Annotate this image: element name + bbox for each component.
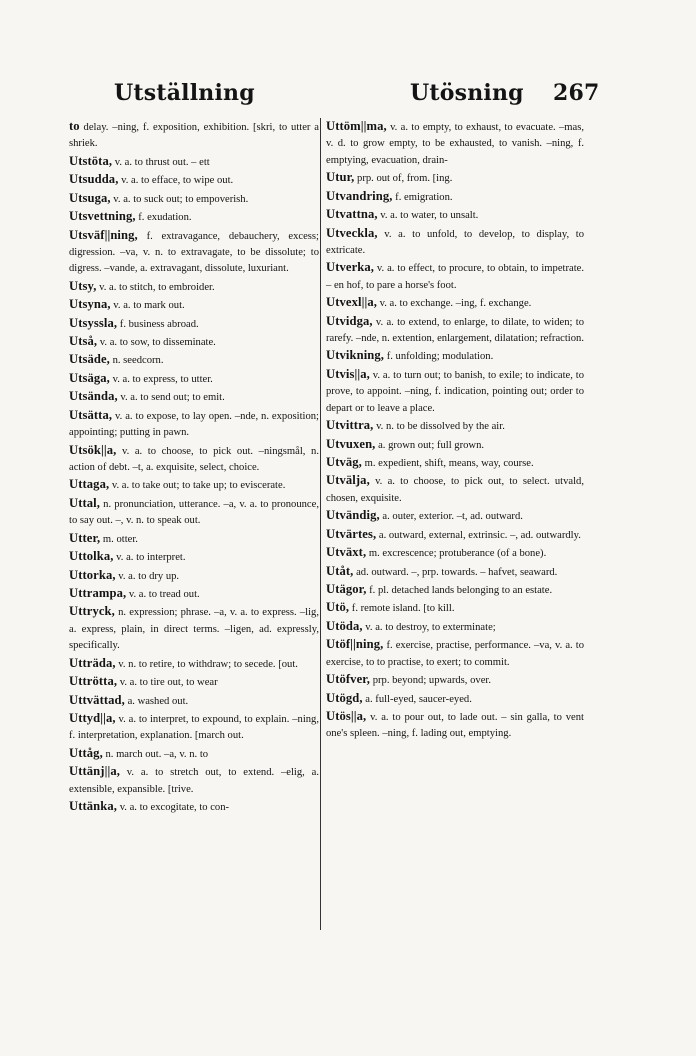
definition: v. a. to stretch out, to extend. –elig, a. extensible, expansible. [trive. [69,767,319,795]
headword: Utsuga, [69,190,111,205]
headword: Uttrampa, [69,585,127,600]
definition: prp. out of, from. [ing. [354,173,453,185]
definition: ad. outward. –, prp. towards. – hafvet, seaward. [353,566,558,578]
headword: Utögd, [326,690,363,705]
definition: v. a. to expose, to lay open. –nde, n. exposition; appointing; putting in pawn. [69,410,319,439]
dictionary-entry [69,333,319,351]
headword: Utvändig, [326,508,380,523]
headword: Uttänj||a, [69,764,120,779]
headword: Uttyd||a, [69,710,116,725]
dictionary-entry [69,655,319,673]
dictionary-entry [69,476,319,494]
headword: Utöf||ning, [326,637,384,652]
definition: a. outer, exterior. –t, ad. outward. [379,511,523,523]
definition: v. a. to tread out. [126,588,200,600]
dictionary-entry [326,259,584,294]
headword: Utvikning, [326,348,385,363]
headword: Utväg, [326,455,362,470]
dictionary-entry [326,708,584,743]
definition: v. a. to choose, to pick out, to select. utvald, chosen, exquisite. [326,476,584,504]
definition: v. a. to sow, to disseminate. [97,337,216,349]
definition: v. n. to retire, to withdraw; to secede. [out. [115,658,298,670]
headword: Utverka, [326,260,375,275]
headword: Uttryck, [69,604,115,619]
headword: Utvälja, [326,473,370,488]
dictionary-entry [69,208,319,226]
dictionary-entry [69,585,319,603]
headword: Uttvättad, [69,692,125,707]
definition: m. otter. [100,533,138,545]
definition: prp. beyond; upwards, over. [370,675,491,687]
headword: Uttorka, [69,567,116,582]
dictionary-entry [326,599,584,617]
column-divider [320,118,321,930]
headword: Utsyssla, [69,315,118,330]
definition: v. a. to interpret, to expound, to explain. –ning, f. interpretation, explanation. [march out. [69,713,319,742]
headword: Utså, [69,334,98,349]
dictionary-entry [326,436,584,454]
headword: Utter, [69,530,101,545]
headword: Utsök||a, [69,442,117,457]
headword: Uttolka, [69,549,114,564]
definition: v. a. to excogitate, to con- [117,802,230,814]
dictionary-entry [69,227,319,278]
dictionary-entry [326,581,584,599]
dictionary-entry [326,294,584,312]
definition: f. exercise, practise, performance. –va, v. a. to exercise, to to practise, to exert; to commit. [326,640,584,668]
dictionary-entry [326,507,584,525]
dictionary-entry [69,171,319,189]
headword: Utvandring, [326,188,393,203]
headword: Utvärtes, [326,526,377,541]
definition: m. expedient, shift, means, way, course. [361,458,534,470]
definition: f. unfolding; modulation. [384,351,494,363]
dictionary-entry [69,495,319,530]
definition: v. a. to exchange. –ing, f. exchange. [376,298,532,310]
definition: v. a. to efface, to wipe out. [118,175,234,187]
definition: a. grown out; full grown. [375,439,485,451]
dictionary-entry [326,618,584,636]
headword: Utsäde, [69,352,110,367]
headword: Utsudda, [69,172,119,187]
headword: Utvuxen, [326,436,376,451]
definition: f. emigration. [392,191,453,203]
dictionary-entry [69,530,319,548]
dictionary-entry [69,710,319,745]
dictionary-entry [326,366,584,417]
headword: Utåt, [326,563,354,578]
headword: to [69,119,80,133]
definition: n. expression; phrase. –a, v. a. to express. –lig, a. express, plain, in direct terms. –ligen, ad. expressly, specifically. [69,607,319,652]
dictionary-entry [69,407,319,442]
headword: Utsyna, [69,297,111,312]
definition: v. a. to pour out, to lade out. – sin galla, to vent one's spleen. –ning, f. lading out, emptying. [326,711,584,740]
headword: Utö, [326,600,350,615]
headword: Uttaga, [69,477,110,492]
definition: v. a. to tire out, to wear [117,677,218,689]
definition: v. a. to suck out; to empoverish. [110,193,249,205]
dictionary-entry [69,153,319,171]
dictionary-entry [326,671,584,689]
dictionary-entry [69,548,319,566]
dictionary-entry [326,169,584,187]
dictionary-entry [69,603,319,654]
definition: a. outward, external, extrinsic. –, ad. outwardly. [376,529,581,541]
definition: f. pl. detached lands belonging to an estate. [366,584,553,596]
definition: n. seedcorn. [109,355,164,367]
headword: Uttrötta, [69,674,118,689]
headword: Utstöta, [69,153,113,168]
dictionary-entry [69,190,319,208]
dictionary-entry [69,442,319,477]
headword: Utväxt, [326,545,367,560]
right-column [326,118,584,743]
definition: v. a. to dry up. [115,570,180,582]
definition: v. a. to choose, to pick out. –ningsmål, n. action of debt. –t, a. exquisite, select, choice. [69,445,319,474]
definition: delay. –ning, f. exposition, exhibition. [skri, to utter a shriek. [69,122,319,150]
dictionary-entry [69,388,319,406]
headword: Utös||a, [326,708,367,723]
definition: m. excrescence; protuberance (of a bone). [366,548,547,560]
dictionary-entry [69,763,319,798]
dictionary-entry [326,544,584,562]
definition: v. a. to stitch, to embroider. [96,281,215,293]
dictionary-entry [326,526,584,544]
dictionary-entry [69,798,319,816]
headword: Uttåg, [69,745,103,760]
left-column [69,118,319,816]
definition: v. a. to interpret. [113,552,186,564]
definition: v. a. to express, to utter. [109,373,213,385]
headword: Utägor, [326,581,367,596]
dictionary-entry [326,563,584,581]
dictionary-entry [69,673,319,691]
headword: Utveckla, [326,225,378,240]
definition: a. washed out. [124,695,189,707]
definition: v. a. to mark out. [110,300,185,312]
definition: n. march out. –a, v. n. to [102,748,209,760]
running-head-right: Utösning [410,80,524,106]
definition: v. a. to water, to unsalt. [377,210,479,222]
headword: Utöfver, [326,672,371,687]
dictionary-entry [326,188,584,206]
dictionary-entry [326,454,584,472]
definition: v. a. to thrust out. – ett [112,156,210,168]
dictionary-entry [69,296,319,314]
dictionary-entry [326,472,584,507]
definition: f. exudation. [135,212,192,224]
headword: Utvis||a, [326,366,370,381]
headword: Utsäga, [69,370,110,385]
definition: a. full-eyed, saucer-eyed. [362,693,472,705]
dictionary-entry [69,692,319,710]
definition: f. remote island. [to kill. [349,603,455,615]
dictionary-entry [326,636,584,671]
definition: v. n. to be dissolved by the air. [373,421,505,433]
headword: Uttal, [69,495,101,510]
headword: Utvexl||a, [326,295,377,310]
dictionary-entry [326,225,584,260]
headword: Utvattna, [326,207,378,222]
definition: f. extravagance, debauchery, excess; digression. –va, v. n. to extravagate, to be dissolute; to digress. –vande, a. extravagant, dissolute, luxuriant. [69,230,319,275]
dictionary-entry [326,118,584,169]
definition: v. a. to unfold, to develop, to display, to extricate. [326,228,584,256]
headword: Utvidga, [326,313,373,328]
definition: v. a. to extend, to enlarge, to dilate, to widen; to rarefy. –nde, n. extention, enlargement, dilatation; refraction. [326,316,584,345]
definition: n. pronunciation, utterance. –a, v. a. to pronounce, to say out. –, v. n. to speak out. [69,498,319,527]
dictionary-entry [326,690,584,708]
dictionary-entry [326,347,584,365]
headword: Utur, [326,170,355,185]
dictionary-entry [326,206,584,224]
dictionary-entry [69,351,319,369]
dictionary-entry [326,417,584,435]
headword: Utsvettning, [69,209,136,224]
headword: Utsätta, [69,407,113,422]
page-number: 267 [553,80,600,106]
definition: v. a. to take out; to take up; to eviscerate. [109,480,286,492]
dictionary-entry [69,745,319,763]
running-head-left: Utställning [114,80,255,106]
dictionary-entry [326,313,584,348]
definition: v. a. to empty, to exhaust, to evacuate. –mas, v. d. to grow empty, to be exhausted, to vanish. –ning, f. emptying, evacuation, drain- [326,122,584,166]
headword: Utträda, [69,655,116,670]
headword: Utsända, [69,389,118,404]
definition: v. a. to send out; to emit. [117,392,225,404]
dictionary-entry [69,315,319,333]
headword: Uttänka, [69,799,118,814]
headword: Utsy, [69,278,97,293]
dictionary-entry [69,567,319,585]
dictionary-entry [69,278,319,296]
headword: Uttöm||ma, [326,119,387,133]
dictionary-entry [69,370,319,388]
headword: Utöda, [326,618,363,633]
headword: Utvittra, [326,418,374,433]
definition: v. a. to turn out; to banish, to exile; to indicate, to prove, to appoint. –ning, f. indication, pointing out; order to depart or to leave a place. [326,369,584,414]
dictionary-entry [69,118,319,153]
definition: v. a. to destroy, to exterminate; [362,621,496,633]
definition: f. business abroad. [117,318,199,330]
definition: v. a. to effect, to procure, to obtain, to impetrate. – en hof, to pare a horse's foot. [326,263,584,291]
headword: Utsväf||ning, [69,227,138,242]
